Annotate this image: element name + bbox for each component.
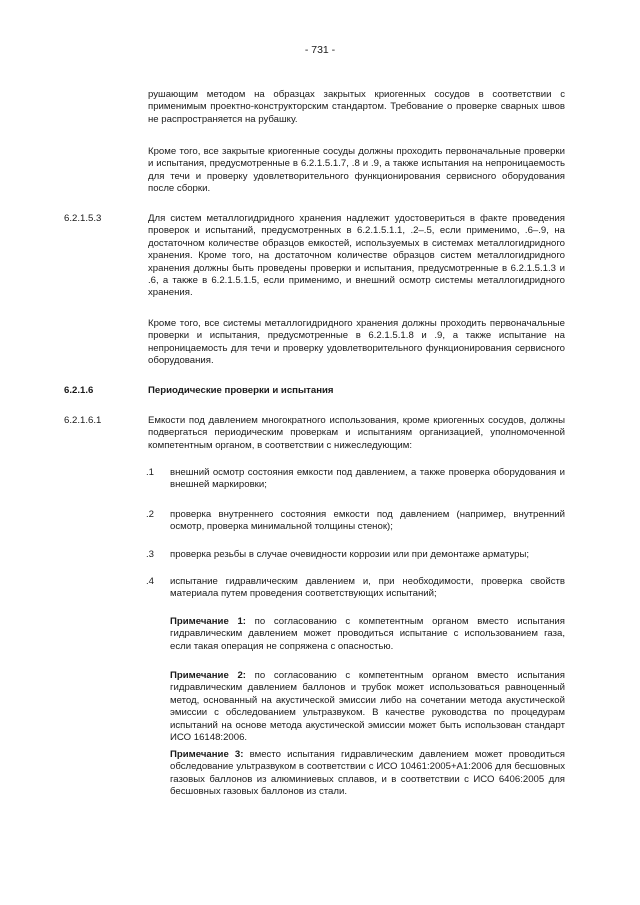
note-label: Примечание 2: [170, 670, 246, 681]
section-number-6-2-1-6-1: 6.2.1.6.1 [64, 415, 102, 426]
note-2 [170, 670, 565, 744]
list-item-text: проверка резьбы в случае очевидности коррозии или при демонтаже арматуры; [170, 549, 530, 560]
section-number-6-2-1-5-3: 6.2.1.5.3 [64, 213, 102, 224]
note-text: вместо испытания гидравлическим давлением может проводиться обследование ультразвуком в соответствии с ИСО 10461:2005+A1:2006 для бесшовных газовых баллонов из алюминиевых сплавов, и в соответствии с ИСО 6406:2005 для бесшовных газовых баллонов из стали. [170, 749, 565, 798]
paragraph-metal-hydride-initial-tests: Кроме того, все системы металлогидридного хранения должны проходить первоначальные проверки и испытания, предусмотренные в 6.2.1.5.1.8 и .9, а также испытание на непроницаемость для течи и проверку удовлетворительного функционирования сервисного оборудования. [148, 318, 565, 367]
note-text: по согласованию с компетентным органом вместо испытания гидравлическим давлением баллонов и трубок может использоваться равноценный метод, основанный на акустической эмиссии либо на сочетании метода акустической эмиссии с обследованием ультразвуком. В качестве руководства по процедурам испытаний на основе метода акустической эмиссии может быть использован стандарт ИСО 16148:2006. [170, 670, 565, 744]
note-3 [170, 749, 565, 799]
note-label: Примечание 3: [170, 749, 244, 760]
list-marker: .3 [146, 549, 155, 560]
list-marker: .4 [146, 576, 155, 587]
note-1 [170, 616, 565, 653]
section-heading-periodic-inspections: Периодические проверки и испытания [148, 385, 334, 396]
list-marker: .2 [146, 509, 155, 520]
page-number: - 731 - [304, 44, 336, 56]
paragraph-cryogenic-initial-tests: Кроме того, все закрытые криогенные сосуды должны проходить первоначальные проверки и испытания, предусмотренные в 6.2.1.5.1.7, .8 и .9, а также испытания на непроницаемость для течи и проверку удовлетворительного функционирования сервисного оборудования после сборки. [148, 146, 565, 195]
list-item-text: внешний осмотр состояния емкости под давлением, а также проверка оборудования и внешней маркировки; [170, 467, 565, 491]
paragraph-periodic-requirements: Емкости под давлением многократного использования, кроме криогенных сосудов, должны подвергаться периодическим проверкам и испытаниям организацией, уполномоченной компетентным органом, в соответствии с нижеследующим: [148, 415, 565, 451]
list-item-text: проверка внутреннего состояния емкости под давлением (например, внутренний осмотр, проверка минимальной толщины стенок); [170, 509, 565, 533]
note-text: по согласованию с компетентным органом вместо испытания гидравлическим давлением может проводиться испытание с использованием газа, если такая операция не сопряжена с опасностью. [170, 616, 565, 652]
list-item-text: испытание гидравлическим давлением и, при необходимости, проверка свойств материала путем проведения соответствующих испытаний; [170, 576, 565, 600]
paragraph-metal-hydride-tests: Для систем металлогидридного хранения надлежит удостовериться в факте проведения проверок и испытаний, предусмотренных в 6.2.1.5.1.1, .2–.5, если применимо, .6–.9, на достаточном количестве образцов емкостей, используемых в системах металлогидридного хранения. Кроме того, на достаточном количестве образцов систем металлогидридного хранения должны быть проведены проверки и испытания, предусмотренные в 6.2.1.5.1.3 и .6, а также в 6.2.1.5.1.5, если применимо, и внешний осмотр системы металлогидридного хранения. [148, 213, 565, 299]
paragraph-weld-inspection: рушающим методом на образцах закрытых криогенных сосудов в соответствии с применимым проектно-конструкторским стандартом. Требование о проверке сварных швов не распространяется на рубашку. [148, 89, 565, 125]
note-label: Примечание 1: [170, 616, 246, 627]
section-number-6-2-1-6: 6.2.1.6 [64, 385, 94, 396]
list-marker: .1 [146, 467, 155, 478]
